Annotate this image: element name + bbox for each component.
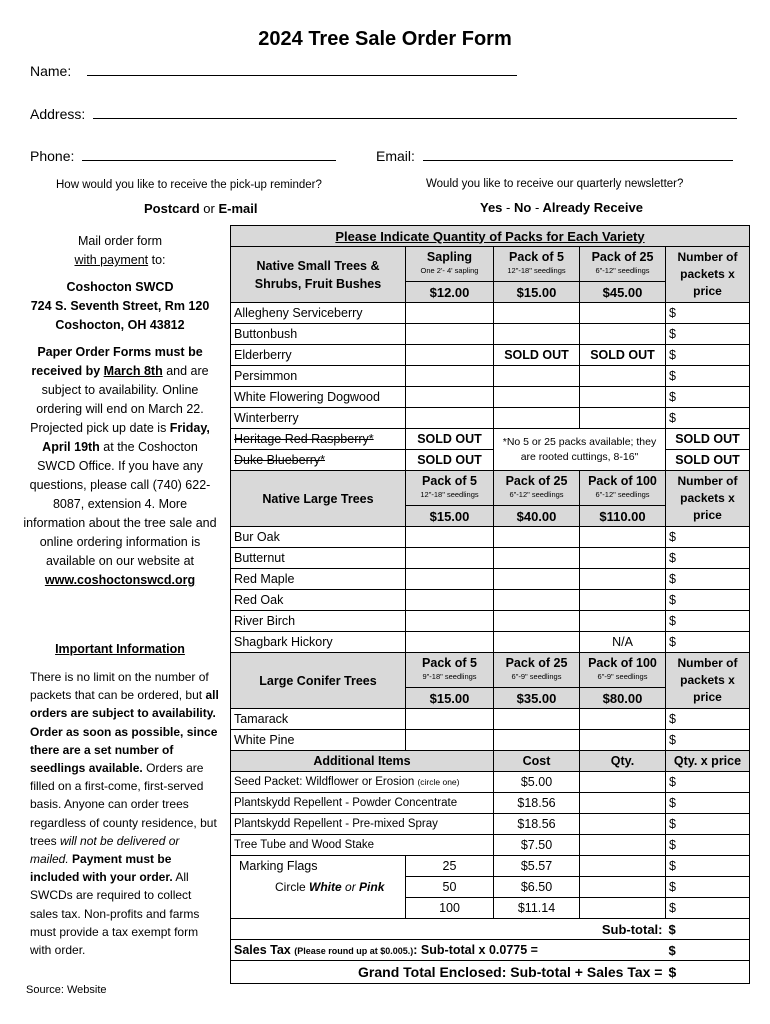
table-row xyxy=(231,408,750,429)
mail-line2 xyxy=(22,251,218,270)
qty-cell[interactable] xyxy=(580,856,666,877)
seed-packet: Seed Packet: Wildflower or Erosion xyxy=(234,776,418,788)
qty-cell[interactable] xyxy=(406,387,494,408)
s2-col1-sub: 12"-18" seedlings xyxy=(420,490,479,499)
table-row xyxy=(231,303,750,324)
deadline-a: Paper Order Forms must be received by xyxy=(31,345,203,378)
s2-col2-name: Pack of 25 xyxy=(505,474,568,488)
reminder-email[interactable]: E-mail xyxy=(218,201,258,216)
table-row xyxy=(231,590,750,611)
table-row xyxy=(231,814,750,835)
qty-cell[interactable] xyxy=(406,590,494,611)
row-label: Bur Oak xyxy=(231,527,406,548)
address-label: Address: xyxy=(30,106,86,122)
qty-cell[interactable] xyxy=(494,730,580,751)
flag-pink[interactable]: Pink xyxy=(359,880,385,894)
qty-price-head: Qty. x price xyxy=(666,751,750,772)
important-text xyxy=(30,668,220,959)
row-label: Elderberry xyxy=(231,345,406,366)
qty-cell[interactable] xyxy=(406,730,494,751)
s2-col3-head xyxy=(580,471,666,506)
imp7: All SWCDs are required to collect sales tax. Non-profits and farms must provide a tax exempt form with order. xyxy=(30,870,200,958)
qty-cell[interactable] xyxy=(494,527,580,548)
s2-label: Native Large Trees xyxy=(231,471,406,527)
row-label: Winterberry xyxy=(231,408,406,429)
s3-col1-name: Pack of 5 xyxy=(422,656,477,670)
website-link[interactable]: www.coshoctonswcd.org xyxy=(44,573,196,587)
qty-cell[interactable] xyxy=(494,709,580,730)
qty-cell[interactable] xyxy=(580,527,666,548)
source-note: Source: Website xyxy=(26,984,107,996)
total-cell[interactable]: $ xyxy=(666,814,750,835)
total-cell[interactable]: $ xyxy=(666,527,750,548)
qty-cell[interactable] xyxy=(580,303,666,324)
table-row xyxy=(231,569,750,590)
flags-label: Marking Flags xyxy=(231,856,406,877)
qty-cell[interactable] xyxy=(580,366,666,387)
qty-cell[interactable] xyxy=(580,709,666,730)
s1-col1-head xyxy=(406,247,494,282)
qty-cell[interactable] xyxy=(580,814,666,835)
s2-col2-sub: 6"-12" seedlings xyxy=(509,490,564,499)
sold-out: SOLD OUT xyxy=(406,450,494,471)
grand-total-cell[interactable]: $ xyxy=(666,961,750,984)
s3-col3-name: Pack of 100 xyxy=(588,656,657,670)
reminder-options[interactable] xyxy=(144,201,257,216)
flag-qty: 50 xyxy=(406,877,494,898)
newsletter-dash: - xyxy=(534,200,540,215)
flag-qty: 25 xyxy=(406,856,494,877)
address-field[interactable] xyxy=(30,106,737,122)
table-row xyxy=(231,835,750,856)
address-line[interactable] xyxy=(93,106,737,119)
phone-field[interactable] xyxy=(30,148,336,164)
s1-price1: $12.00 xyxy=(406,282,494,303)
reminder-or: or xyxy=(203,201,215,216)
total-cell[interactable]: $ xyxy=(666,730,750,751)
subtotal-label: Sub-total: xyxy=(231,919,666,940)
table-row xyxy=(231,548,750,569)
sold-out: SOLD OUT xyxy=(494,345,580,366)
imp1: There is no limit on the number of packets that can be ordered, but xyxy=(30,670,209,703)
table-row xyxy=(231,856,750,877)
phone-line[interactable] xyxy=(82,148,336,161)
flag-or: or xyxy=(345,880,356,894)
s1-num-label: Number of packets x price xyxy=(666,247,750,303)
total-cell[interactable]: $ xyxy=(666,856,750,877)
qty-cell[interactable] xyxy=(406,709,494,730)
name-field[interactable] xyxy=(30,63,517,79)
flag-qty: 100 xyxy=(406,898,494,919)
imp3: Orders are filled on a first-come, first-served basis. Anyone can order trees regardless of county residence, but trees xyxy=(30,761,217,848)
total-cell[interactable]: $ xyxy=(666,632,750,653)
s1-label: Native Small Trees & Shrubs, Fruit Bushes xyxy=(231,247,406,303)
table-row xyxy=(231,429,750,450)
table-row xyxy=(231,793,750,814)
with-payment: with payment xyxy=(74,253,149,267)
flags-color xyxy=(231,877,406,898)
s2-price3: $110.00 xyxy=(580,506,666,527)
qty-cell[interactable] xyxy=(580,324,666,345)
qty-cell[interactable] xyxy=(494,569,580,590)
na-cell: N/A xyxy=(580,632,666,653)
qty-cell[interactable] xyxy=(580,877,666,898)
total-cell[interactable]: $ xyxy=(666,387,750,408)
table-row xyxy=(231,345,750,366)
qty-cell[interactable] xyxy=(494,387,580,408)
email-field[interactable] xyxy=(376,148,733,164)
qty-cell[interactable] xyxy=(580,408,666,429)
s2-col2-head xyxy=(494,471,580,506)
total-cell[interactable]: $ xyxy=(666,835,750,856)
cost-cell: $11.14 xyxy=(494,898,580,919)
row-label: Persimmon xyxy=(231,366,406,387)
row-label: Allegheny Serviceberry xyxy=(231,303,406,324)
s2-price1: $15.00 xyxy=(406,506,494,527)
table-row xyxy=(231,527,750,548)
email-line[interactable] xyxy=(423,148,733,161)
s1-col2-name: Pack of 5 xyxy=(509,250,564,264)
qty-cell[interactable] xyxy=(580,611,666,632)
total-cell[interactable]: $ xyxy=(666,324,750,345)
qty-cell[interactable] xyxy=(494,366,580,387)
newsletter-yes[interactable]: Yes xyxy=(480,200,503,215)
s1-col3-name: Pack of 25 xyxy=(591,250,654,264)
cost-head: Cost xyxy=(494,751,580,772)
flags-blank xyxy=(231,898,406,919)
row-label: Buttonbush xyxy=(231,324,406,345)
total-cell[interactable]: $ xyxy=(666,345,750,366)
pickup-date: Friday, April 19th xyxy=(42,421,210,454)
total-cell[interactable]: $ xyxy=(666,877,750,898)
table-row xyxy=(231,632,750,653)
qty-cell[interactable] xyxy=(580,590,666,611)
qty-cell[interactable] xyxy=(406,408,494,429)
s2-col3-name: Pack of 100 xyxy=(588,474,657,488)
order-table xyxy=(230,225,750,984)
table-row xyxy=(231,730,750,751)
qty-cell[interactable] xyxy=(406,632,494,653)
s1-col3-sub: 6"-12" seedlings xyxy=(595,266,650,275)
s2-col1-head xyxy=(406,471,494,506)
total-cell[interactable]: $ xyxy=(666,569,750,590)
s3-price2: $35.00 xyxy=(494,688,580,709)
newsletter-question: Would you like to receive our quarterly newsletter? xyxy=(426,178,684,190)
total-cell[interactable]: $ xyxy=(666,772,750,793)
cost-cell: $6.50 xyxy=(494,877,580,898)
s2-col3-sub: 6"-12" seedlings xyxy=(595,490,650,499)
newsletter-already[interactable]: Already Receive xyxy=(542,200,643,215)
qty-cell[interactable] xyxy=(406,324,494,345)
qty-cell[interactable] xyxy=(580,772,666,793)
email-label: Email: xyxy=(376,148,415,164)
sold-out: SOLD OUT xyxy=(666,450,750,471)
name-label: Name: xyxy=(30,63,72,79)
tax-b: : Sub-total x 0.0775 = xyxy=(413,943,538,957)
imp4: will not be delivered or mailed. xyxy=(30,833,180,867)
deadline-text xyxy=(22,343,218,571)
tax-a: Sales Tax xyxy=(234,943,295,957)
address-line1: Coshocton SWCD xyxy=(66,280,174,294)
total-cell[interactable]: $ xyxy=(666,590,750,611)
table-row xyxy=(231,898,750,919)
table-row xyxy=(231,877,750,898)
mail-to: to: xyxy=(148,253,166,267)
qty-cell[interactable] xyxy=(494,408,580,429)
row-label: River Birch xyxy=(231,611,406,632)
imp6: Payment must be included with your order. xyxy=(30,852,173,885)
qty-cell[interactable] xyxy=(406,345,494,366)
total-cell[interactable]: $ xyxy=(666,611,750,632)
s3-num-label: Number of packets x price xyxy=(666,653,750,709)
s2-num-label: Number of packets x price xyxy=(666,471,750,527)
important-heading: Important Information xyxy=(55,642,185,656)
s1-price3: $45.00 xyxy=(580,282,666,303)
newsletter-no[interactable]: No xyxy=(514,200,532,215)
qty-cell[interactable] xyxy=(580,569,666,590)
total-cell[interactable]: $ xyxy=(666,303,750,324)
deadline-c: at the Coshocton SWCD Office. If you have any questions, please call (740) 622-8087, extension 4. More information about the tree sale and online ordering information is available on our website at xyxy=(23,440,217,568)
cost-cell: $18.56 xyxy=(494,814,580,835)
s1-col3-head xyxy=(580,247,666,282)
s1-col2-head xyxy=(494,247,580,282)
name-line[interactable] xyxy=(87,63,517,76)
total-cell[interactable]: $ xyxy=(666,408,750,429)
s1-col2-sub: 12"-18" seedlings xyxy=(507,266,566,275)
mail-line1: Mail order form xyxy=(77,234,163,248)
qty-cell[interactable] xyxy=(580,548,666,569)
tax-small: (Please round up at $0.005.) xyxy=(294,946,414,956)
address-line2: 724 S. Seventh Street, Rm 120 xyxy=(30,299,210,313)
row-label: Shagbark Hickory xyxy=(231,632,406,653)
s1-col1-sub: One 2'- 4' sapling xyxy=(420,266,479,275)
table-heading: Please Indicate Quantity of Packs for Each Variety xyxy=(231,226,750,247)
qty-cell[interactable] xyxy=(494,548,580,569)
qty-cell[interactable] xyxy=(580,835,666,856)
s3-col3-sub: 6"-9" seedlings xyxy=(597,672,648,681)
cost-cell: $5.00 xyxy=(494,772,580,793)
row-label: Tamarack xyxy=(231,709,406,730)
circle-label: Circle xyxy=(275,880,306,894)
qty-cell[interactable] xyxy=(494,632,580,653)
table-row xyxy=(231,611,750,632)
row-label: White Pine xyxy=(231,730,406,751)
total-cell[interactable]: $ xyxy=(666,793,750,814)
s3-price1: $15.00 xyxy=(406,688,494,709)
newsletter-options[interactable] xyxy=(480,200,643,215)
row-label: Plantskydd Repellent - Pre-mixed Spray xyxy=(231,814,494,835)
qty-cell[interactable] xyxy=(494,324,580,345)
qty-cell[interactable] xyxy=(580,898,666,919)
qty-head: Qty. xyxy=(580,751,666,772)
s3-col1-head xyxy=(406,653,494,688)
cost-cell: $5.57 xyxy=(494,856,580,877)
table-row xyxy=(231,772,750,793)
s2-price2: $40.00 xyxy=(494,506,580,527)
total-cell[interactable]: $ xyxy=(666,366,750,387)
qty-cell[interactable] xyxy=(494,590,580,611)
table-row xyxy=(231,387,750,408)
grand-total-label: Grand Total Enclosed: Sub-total + Sales Tax = xyxy=(231,961,666,984)
sold-out: SOLD OUT xyxy=(580,345,666,366)
row-label: Butternut xyxy=(231,548,406,569)
s3-col2-head xyxy=(494,653,580,688)
tax-cell[interactable]: $ xyxy=(666,940,750,961)
table-row xyxy=(231,366,750,387)
rooted-note: *No 5 or 25 packs available; they are rooted cuttings, 8-16" xyxy=(494,429,666,471)
s3-label: Large Conifer Trees xyxy=(231,653,406,709)
qty-cell[interactable] xyxy=(406,569,494,590)
s2-col1-name: Pack of 5 xyxy=(422,474,477,488)
row-label: Tree Tube and Wood Stake xyxy=(231,835,494,856)
s3-col3-head xyxy=(580,653,666,688)
qty-cell[interactable] xyxy=(406,611,494,632)
qty-cell[interactable] xyxy=(406,548,494,569)
cost-cell: $18.56 xyxy=(494,793,580,814)
row-label: Duke Blueberry* xyxy=(231,450,406,471)
sold-out: SOLD OUT xyxy=(406,429,494,450)
reminder-question: How would you like to receive the pick-up reminder? xyxy=(56,179,322,191)
page-title: 2024 Tree Sale Order Form xyxy=(258,28,512,50)
qty-cell[interactable] xyxy=(406,303,494,324)
deadline-b: and are subject to availability. Online ordering will end on March 22. Projected pick up date is xyxy=(30,364,209,435)
cost-cell: $7.50 xyxy=(494,835,580,856)
table-row xyxy=(231,450,750,471)
row-label: Heritage Red Raspberry* xyxy=(231,429,406,450)
row-label: White Flowering Dogwood xyxy=(231,387,406,408)
qty-cell[interactable] xyxy=(406,527,494,548)
reminder-postcard[interactable]: Postcard xyxy=(144,201,200,216)
qty-cell[interactable] xyxy=(494,611,580,632)
row-label: Red Maple xyxy=(231,569,406,590)
additional-label: Additional Items xyxy=(231,751,494,772)
total-cell[interactable]: $ xyxy=(666,709,750,730)
total-cell[interactable]: $ xyxy=(666,898,750,919)
seed-packet-label xyxy=(231,772,494,793)
s1-col1-name: Sapling xyxy=(426,250,473,264)
qty-cell[interactable] xyxy=(580,793,666,814)
table-row xyxy=(231,324,750,345)
qty-cell[interactable] xyxy=(580,730,666,751)
flag-white[interactable]: White xyxy=(309,880,342,894)
sold-out: SOLD OUT xyxy=(666,429,750,450)
row-label: Plantskydd Repellent - Powder Concentrate xyxy=(231,793,494,814)
qty-cell[interactable] xyxy=(406,366,494,387)
table-row xyxy=(231,709,750,730)
qty-cell[interactable] xyxy=(494,303,580,324)
imp2: all orders are subject to availability. Order as soon as possible, since there are a set number of seedlings available. xyxy=(30,688,219,776)
s3-col2-sub: 6"-9" seedlings xyxy=(511,672,562,681)
phone-label: Phone: xyxy=(30,148,75,164)
s1-price2: $15.00 xyxy=(494,282,580,303)
address-line3: Coshocton, OH 43812 xyxy=(55,318,185,332)
tax-label xyxy=(231,940,666,961)
sidebar xyxy=(22,232,218,590)
circle-one: (circle one) xyxy=(417,777,460,787)
s3-col2-name: Pack of 25 xyxy=(505,656,568,670)
total-cell[interactable]: $ xyxy=(666,548,750,569)
s3-price3: $80.00 xyxy=(580,688,666,709)
deadline-date: March 8th xyxy=(103,364,163,378)
s3-col1-sub: 9"-18" seedlings xyxy=(422,672,477,681)
qty-cell[interactable] xyxy=(580,387,666,408)
subtotal-cell[interactable]: $ xyxy=(666,919,750,940)
row-label: Red Oak xyxy=(231,590,406,611)
newsletter-dash: - xyxy=(506,200,511,215)
